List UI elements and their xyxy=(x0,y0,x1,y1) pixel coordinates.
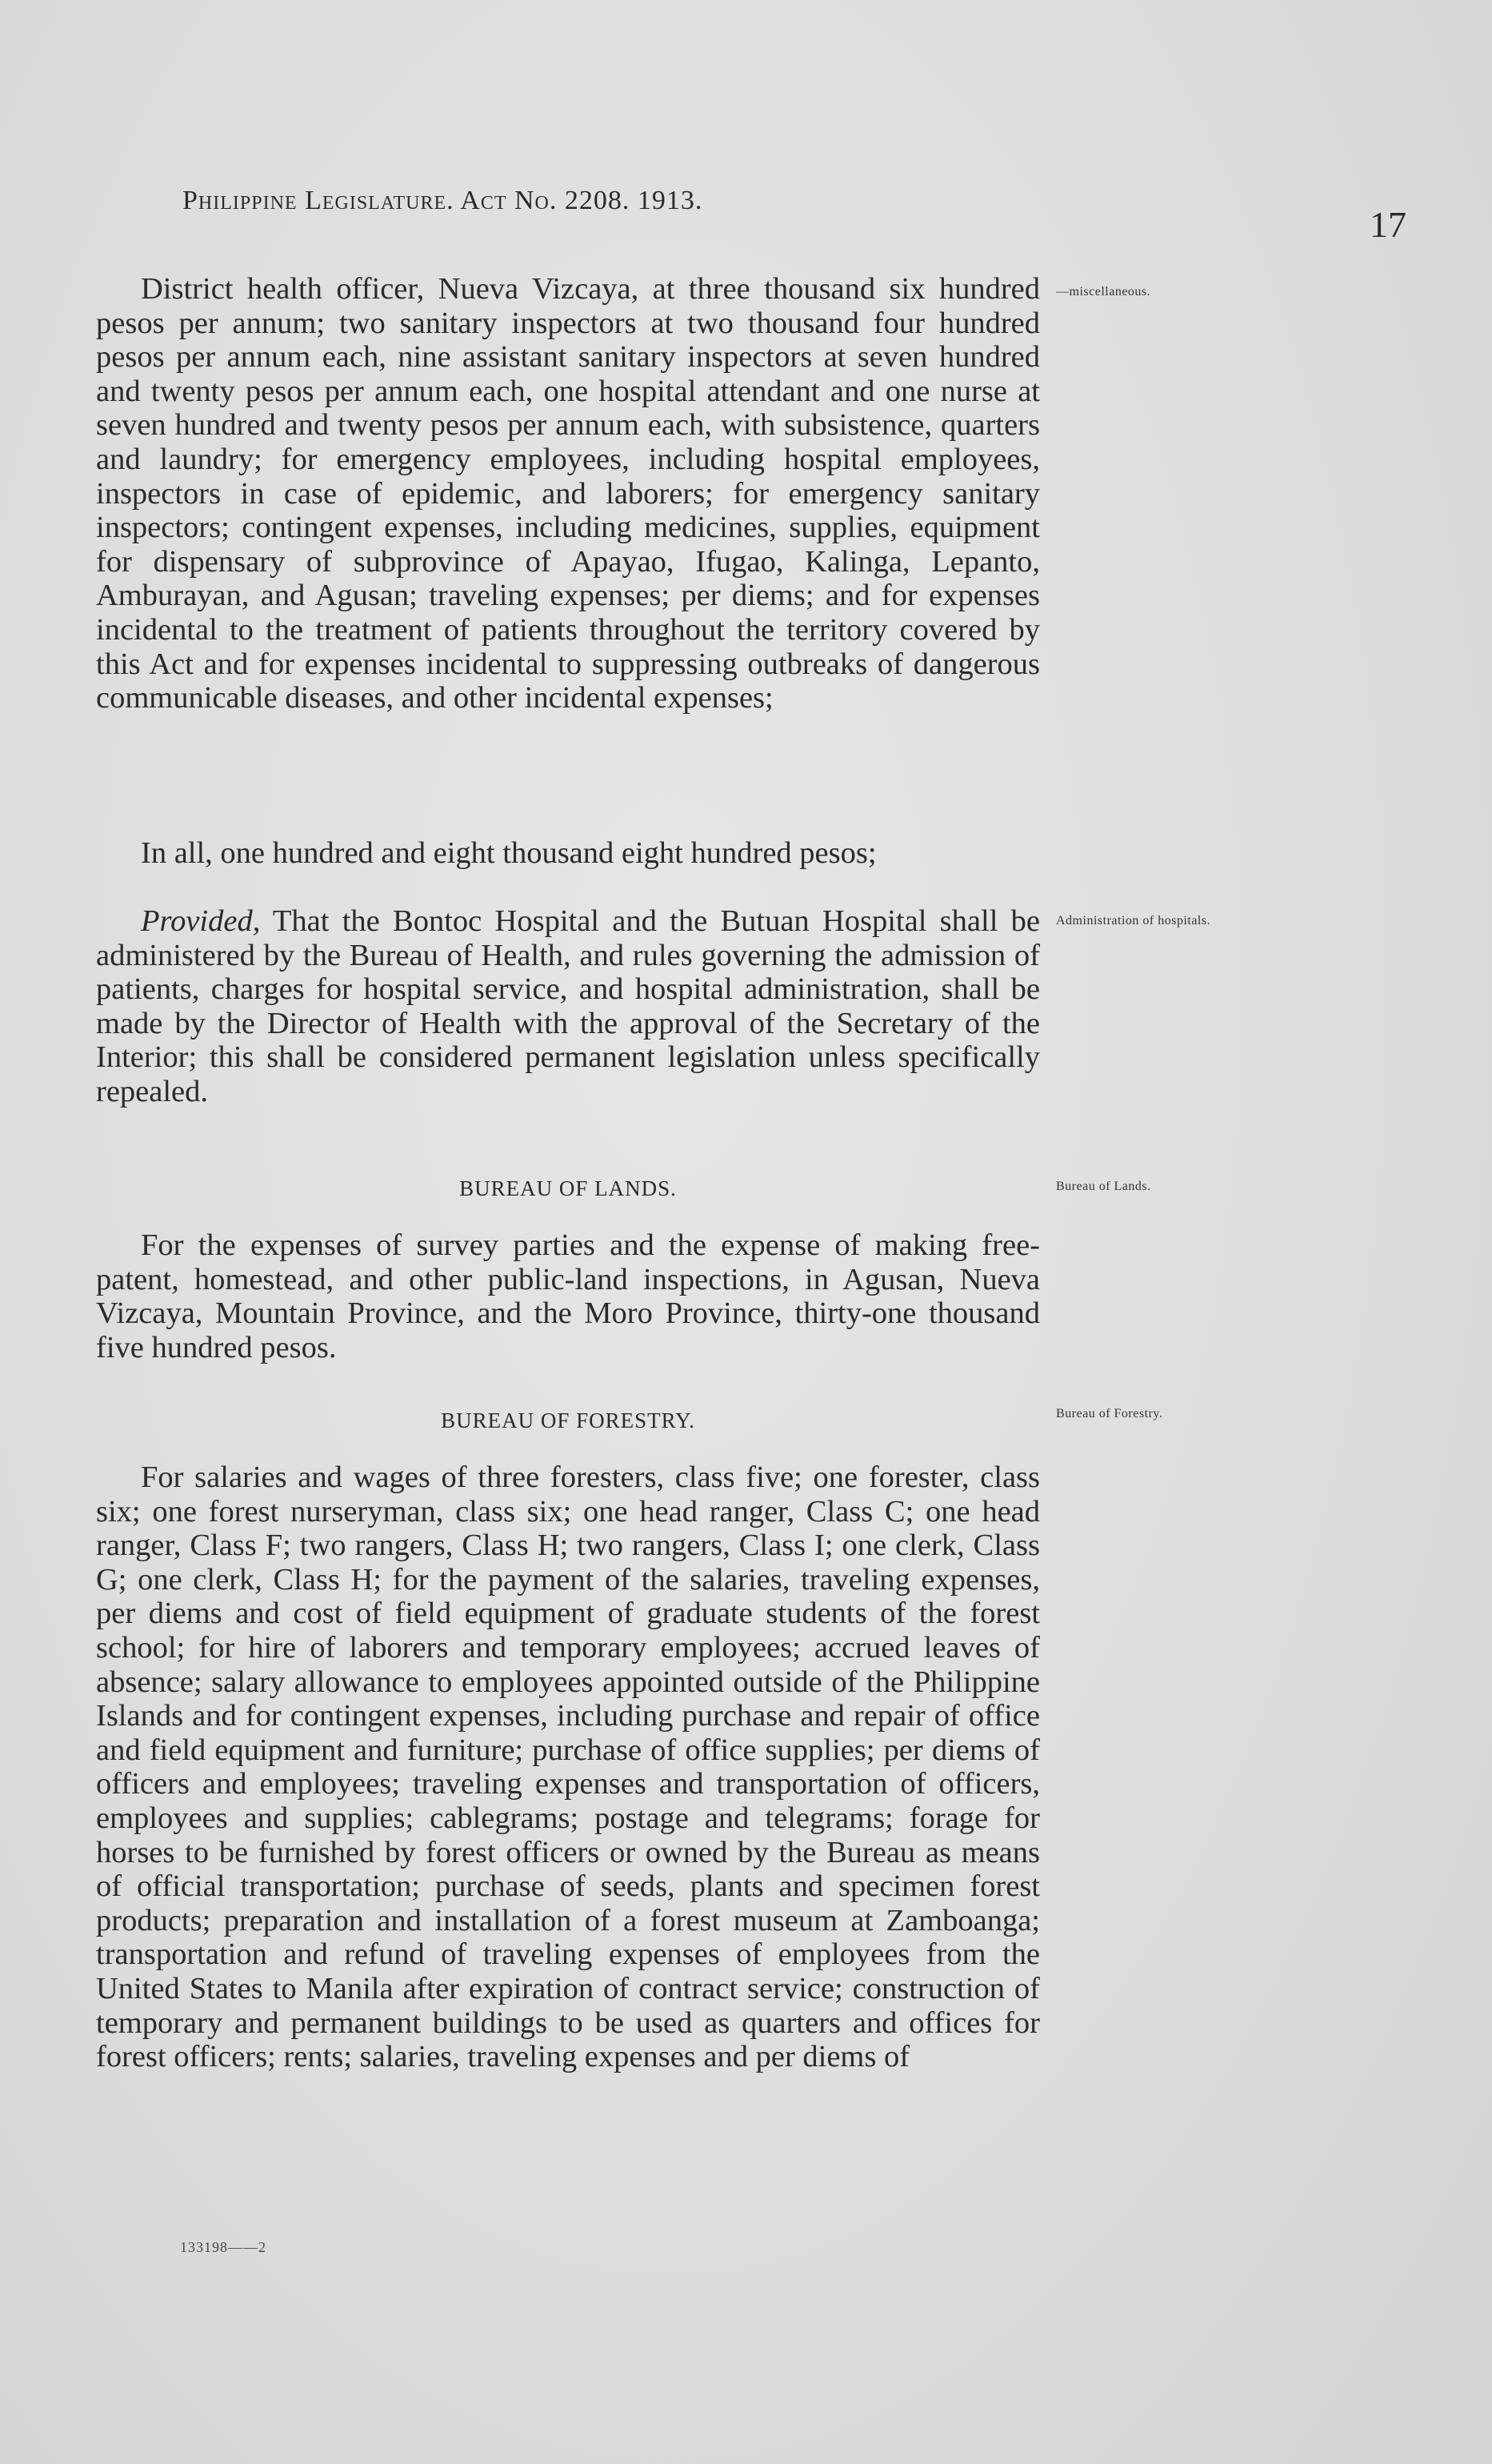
proviso-text: That the Bontoc Hospital and the Butuan Hospital shall be administered by the Bureau of Health, and rules governing the admission of patients, charges for hospital service, and hospital administration, shall be made by the Director of Health with the approval of the Secretary of the Interior; this shall be considered permanent legislation unless specifically repealed. xyxy=(96,904,1040,1108)
proviso-paragraph xyxy=(96,904,1040,1109)
margin-note-bureau-of-lands: Bureau of Lands. xyxy=(1056,1180,1151,1193)
margin-note-miscellaneous: —miscellaneous. xyxy=(1056,285,1151,298)
bureau-of-lands-paragraph: For the expenses of survey parties and the expense of making free-patent, homestead, and other public-land inspections, in Agusan, Nueva Vizcaya, Mountain Province, and the Moro Province, thirty-one thousand five hundred pesos. xyxy=(96,1228,1040,1364)
signature-mark: 133198——2 xyxy=(180,2239,266,2255)
proviso-word: Provided, xyxy=(141,904,261,938)
bureau-of-forestry-paragraph: For salaries and wages of three foresters, class five; one forester, class six; one forest nurseryman, class six; one head ranger, Class C; one head ranger, Class F; two rangers, Class H; two rangers, Class I; one clerk, Class G; one clerk, Class H; for the payment of the salaries, traveling expenses, per diems and cost of field equipment of graduate students of the forest school; for hire of laborers and temporary employees; accrued leaves of absence; salary allowance to employees appointed outside of the Philippine Islands and for contingent expenses, including purchase and repair of office and field equipment and furniture; purchase of office supplies; per diems of officers and employees; traveling expenses and transportation of officers, employees and supplies; cablegrams; postage and telegrams; forage for horses to be furnished by forest officers or owned by the Bureau as means of official transportation; purchase of seeds, plants and specimen forest products; preparation and installation of a forest museum at Zamboanga; transportation and refund of traveling expenses of employees from the United States to Manila after expiration of contract service; construction of temporary and permanent buildings to be used as quarters and offices for forest officers; rents; salaries, traveling expenses and per diems of xyxy=(96,1460,1040,2074)
margin-note-administration-of-hospitals: Administration of hospitals. xyxy=(1056,914,1211,928)
margin-note-bureau-of-forestry: Bureau of Forestry. xyxy=(1056,1407,1163,1420)
page-number: 17 xyxy=(1370,204,1406,245)
health-total-paragraph: In all, one hundred and eight thousand eight hundred pesos; xyxy=(141,836,877,870)
running-header xyxy=(182,186,982,216)
bureau-of-forestry-heading: BUREAU OF FORESTRY. xyxy=(441,1408,695,1432)
health-items-paragraph: District health officer, Nueva Vizcaya, at three thousand six hundred pesos per annum; two sanitary inspectors at two thousand four hundred pesos per annum each, nine assistant sanitary inspectors at seven hundred and twenty pesos per annum each, one hospital attendant and one nurse at seven hundred and twenty pesos per annum each, with subsistence, quarters and laundry; for emergency employees, including hospital employees, inspectors in case of epidemic, and laborers; for emergency sanitary inspectors; contingent expenses, including medicines, supplies, equipment for dispensary of subprovince of Apayao, Ifugao, Kalinga, Lepanto, Amburayan, and Agusan; traveling expenses; per diems; and for expenses incidental to the treatment of patients throughout the territory covered by this Act and for expenses incidental to suppressing outbreaks of dangerous communicable diseases, and other incidental expenses; xyxy=(96,272,1040,715)
running-title: Philippine Legislature. Act No. 2208. 1913. xyxy=(182,186,703,215)
bureau-of-lands-heading: BUREAU OF LANDS. xyxy=(459,1176,677,1200)
